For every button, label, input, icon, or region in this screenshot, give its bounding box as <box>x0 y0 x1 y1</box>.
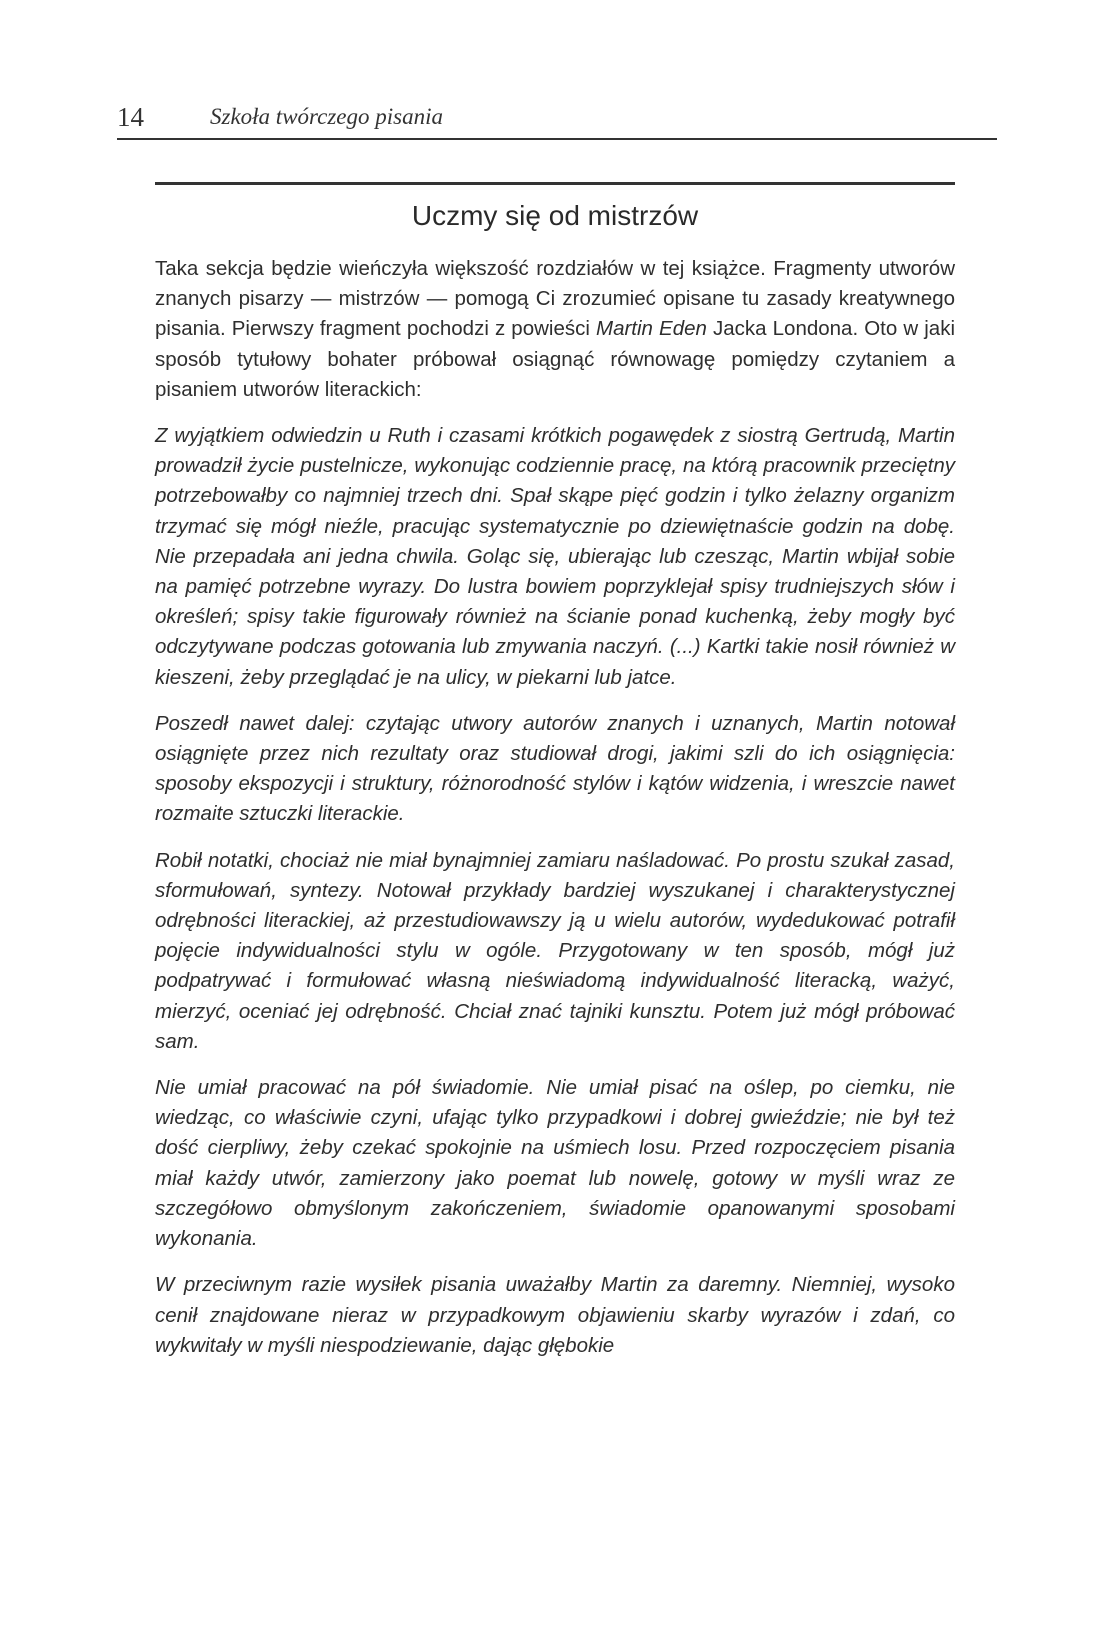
book-title: Szkoła twórczego pisania <box>210 104 443 129</box>
quotation-block <box>155 421 955 1361</box>
quote-paragraph: W przeciwnym razie wysiłek pisania uważałby Martin za daremny. Niemniej, wysoko cenił znajdowane nieraz w przypadkowym objawieniu skarby wyrazów i zdań, co wykwitały w myśli niespodziewanie, dając głębokie <box>155 1273 955 1357</box>
page-body <box>155 254 955 1377</box>
intro-text-part1: Taka sekcja będzie wieńczyła większość rozdziałów w tej książce. Fragmenty utworów znanych pisarzy — mistrzów — pomogą Ci zrozumieć opisane tu zasady kreatywnego pisania. Pierwszy fragment pochodzi z powieści <box>155 257 955 341</box>
quote-paragraph: Z wyjątkiem odwiedzin u Ruth i czasami krótkich pogawędek z siostrą Gertrudą, Martin prowadził życie pustelnicze, wykonując codziennie pracę, na którą pracownik przeciętny potrzebowałby co najmniej trzech dni. Spał skąpe pięć godzin i tylko żelazny organizm trzymać się mógł nieźle, pracując systematycznie po dziewiętnaście godzin na dobę. Nie przepadała ani jedna chwila. Goląc się, ubierając lub czesząc, Martin wbijał sobie na pamięć potrzebne wyrazy. Do lustra bowiem poprzyklejał spisy trudniejszych słów i określeń; spisy takie figurowały również na ścianie ponad kuchenką, żeby mogły być odczytywane podczas gotowania lub zmywania naczyń. (...) Kartki takie nosił również w kieszeni, żeby przeglądać je na ulicy, w piekarni lub jatce. <box>155 424 955 689</box>
section-divider <box>155 182 955 185</box>
intro-text-part2: Jacka Londona. Oto w jaki sposób tytułowy bohater próbował osiągnąć równowagę pomiędzy czytaniem a pisaniem utworów literackich: <box>155 317 956 401</box>
page-number: 14 <box>117 102 144 132</box>
intro-paragraph <box>155 254 955 405</box>
quote-paragraph: Nie umiał pracować na pół świadomie. Nie umiał pisać na oślep, po ciemku, nie wiedząc, co właściwie czyni, ufając tylko przypadkowi i dobrej gwieździe; nie był też dość cierpliwy, żeby czekać spokojnie na uśmiech losu. Przed rozpoczęciem pisania miał każdy utwór, zamierzony jako poemat lub nowelę, gotowy w myśli wraz ze szczegółowo obmyślonym zakończeniem, świadomie opanowanymi sposobami wykonania. <box>155 1076 955 1251</box>
quote-paragraph: Poszedł nawet dalej: czytając utwory autorów znanych i uznanych, Martin notował osiągnięte przez nich rezultaty oraz studiował drogi, jakimi szli do ich osiągnięcia: sposoby ekspozycji i struktury, różnorodność stylów i kątów widzenia, i wreszcie nawet rozmaite sztuczki literackie. <box>155 711 955 826</box>
running-header <box>117 100 997 140</box>
quote-paragraph: Robił notatki, chociaż nie miał bynajmniej zamiaru naśladować. Po prostu szukał zasad, sformułowań, syntezy. Notował przykłady bardziej wyszukanej i charakterystycznej odrębności literackiej, aż przestudiowawszy ją u wielu autorów, wydedukować potrafił pojęcie indywidualności stylu w ogóle. Przygotowany w ten sposób, mógł już podpatrywać i formułować własną nieświadomą indywidualność literacką, ważyć, mierzyć, oceniać jej odrębność. Chciał znać tajniki kunsztu. Potem już mógł próbować sam. <box>155 848 955 1053</box>
novel-title: Martin Eden <box>596 317 707 341</box>
section-heading: Uczmy się od mistrzów <box>411 200 699 231</box>
